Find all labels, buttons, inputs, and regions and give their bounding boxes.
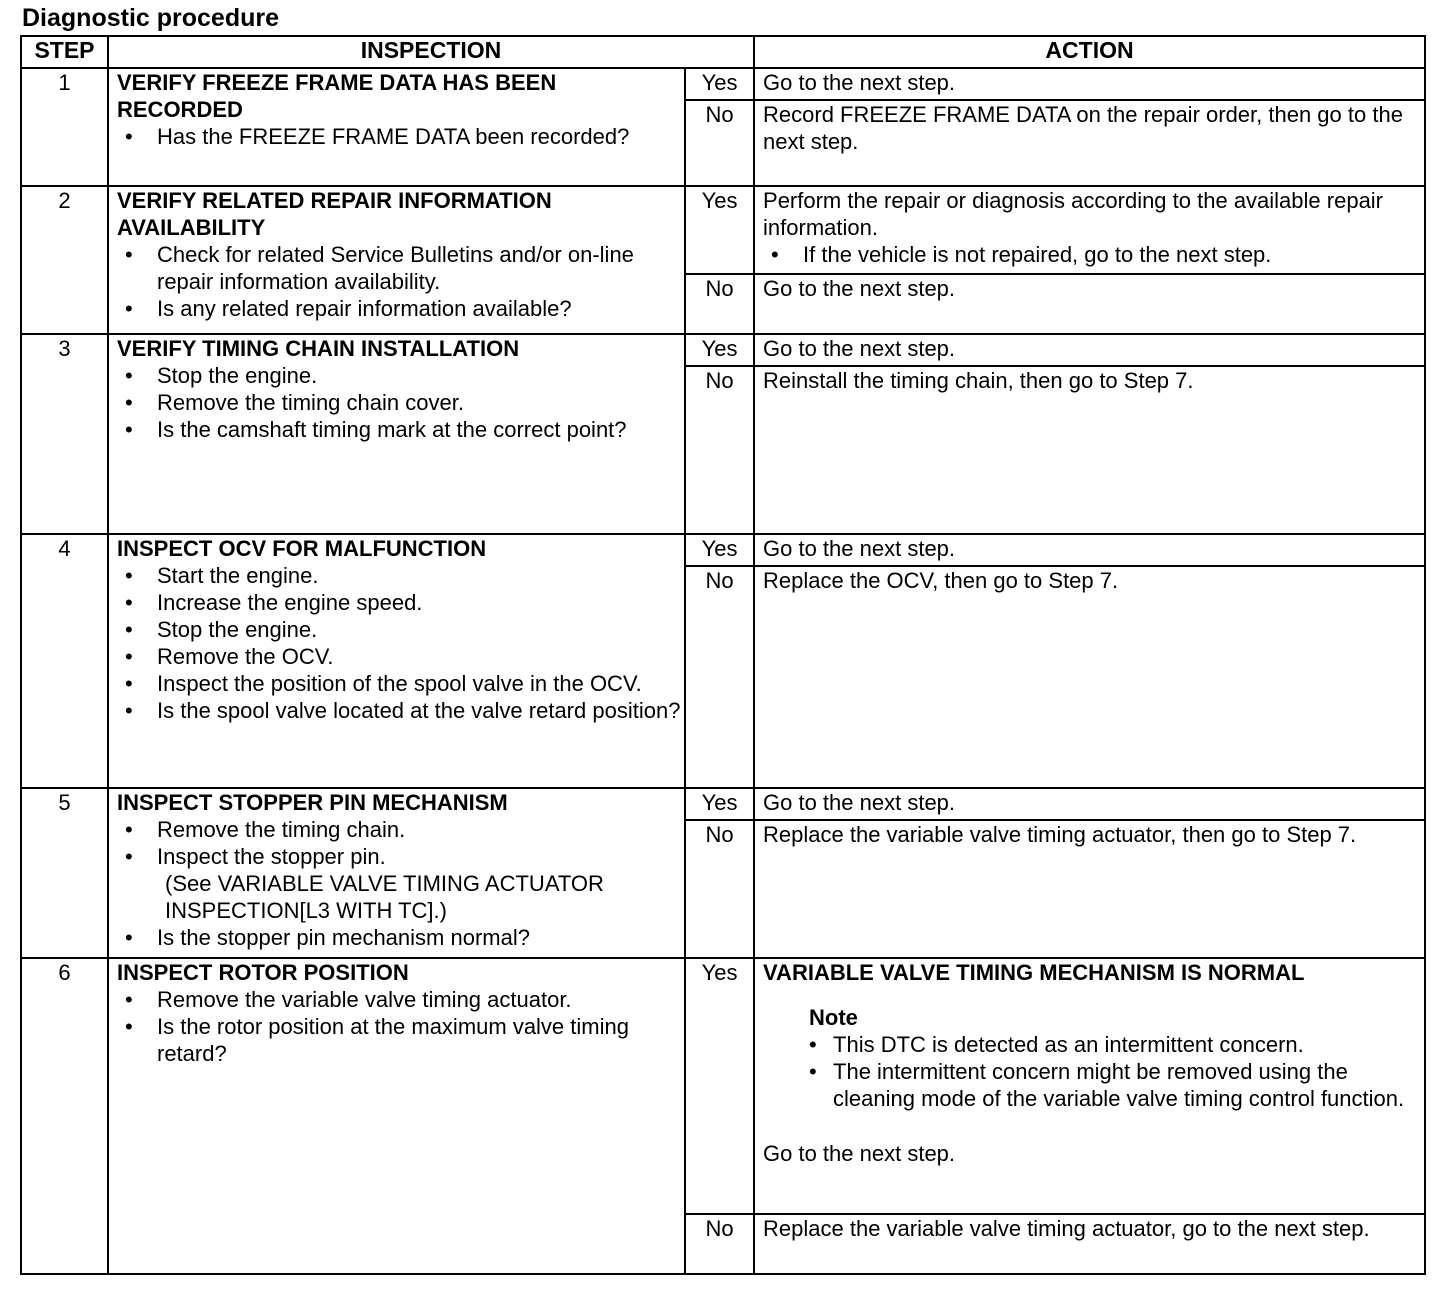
yes-label: Yes	[685, 334, 754, 366]
step-number: 2	[21, 186, 108, 334]
inspection-cell	[108, 68, 685, 186]
inspection-title: INSPECT STOPPER PIN MECHANISM	[117, 790, 508, 815]
no-action: Go to the next step.	[754, 274, 1425, 334]
bullet-item: • Is the rotor position at the maximum valve timing retard?	[157, 1013, 684, 1067]
no-action: Reinstall the timing chain, then go to Step 7.	[754, 366, 1425, 534]
diagnostic-table	[20, 35, 1426, 1275]
inspection-bullets	[117, 816, 684, 951]
no-action: Replace the variable valve timing actuator, go to the next step.	[754, 1214, 1425, 1274]
inspection-bullets	[117, 241, 684, 322]
no-label: No	[685, 566, 754, 788]
yes-action-bullets	[763, 241, 1424, 268]
no-label: No	[685, 1214, 754, 1274]
yes-action-text: Go to the next step.	[763, 1141, 956, 1166]
step-row	[21, 788, 1425, 820]
yes-action	[754, 186, 1425, 274]
step-number: 5	[21, 788, 108, 958]
inspection-cell	[108, 958, 685, 1274]
bullet-item: • Is the camshaft timing mark at the correct point?	[157, 416, 684, 443]
header-step: STEP	[21, 36, 108, 68]
header-action: ACTION	[754, 36, 1425, 68]
bullet-item: • Has the FREEZE FRAME DATA been recorded?	[157, 123, 684, 150]
yes-action: Go to the next step.	[754, 534, 1425, 566]
inspection-bullets	[117, 362, 684, 443]
header-inspection: INSPECTION	[108, 36, 754, 68]
bullet-item: • If the vehicle is not repaired, go to the next step.	[803, 241, 1424, 268]
note-block	[763, 1004, 1424, 1112]
note-title: Note	[809, 1005, 858, 1030]
bullet-item	[157, 843, 684, 924]
note-bullets	[809, 1031, 1424, 1112]
step-row	[21, 958, 1425, 1214]
header-row	[21, 36, 1425, 68]
step-row	[21, 534, 1425, 566]
step-row	[21, 186, 1425, 274]
bullet-item: • Increase the engine speed.	[157, 589, 684, 616]
bullet-item: • Stop the engine.	[157, 362, 684, 389]
bullet-item: • Inspect the position of the spool valve in the OCV.	[157, 670, 684, 697]
yes-label: Yes	[685, 534, 754, 566]
action-heading: VARIABLE VALVE TIMING MECHANISM IS NORMAL	[763, 960, 1305, 985]
no-label: No	[685, 274, 754, 334]
inspection-bullets	[117, 986, 684, 1067]
bullet-item: • Remove the timing chain cover.	[157, 389, 684, 416]
inspection-title: INSPECT OCV FOR MALFUNCTION	[117, 536, 487, 561]
bullet-item: • Remove the variable valve timing actuator.	[157, 986, 684, 1013]
no-label: No	[685, 366, 754, 534]
bullet-item: • Check for related Service Bulletins and/or on-line repair information availability.	[157, 241, 684, 295]
bullet-item: • Remove the OCV.	[157, 643, 684, 670]
bullet-item: • Is the spool valve located at the valve retard position?	[157, 697, 684, 724]
step-number: 4	[21, 534, 108, 788]
inspection-title: VERIFY RELATED REPAIR INFORMATION AVAILABILITY	[117, 188, 552, 240]
no-action: Replace the variable valve timing actuator, then go to Step 7.	[754, 820, 1425, 958]
no-action: Replace the OCV, then go to Step 7.	[754, 566, 1425, 788]
step-number: 3	[21, 334, 108, 534]
yes-label: Yes	[685, 186, 754, 274]
inspection-title: VERIFY TIMING CHAIN INSTALLATION	[117, 336, 520, 361]
no-action: Record FREEZE FRAME DATA on the repair order, then go to the next step.	[754, 100, 1425, 186]
bullet-item: • Start the engine.	[157, 562, 684, 589]
yes-label: Yes	[685, 958, 754, 1214]
bullet-item: • Remove the timing chain.	[157, 816, 684, 843]
inspection-cell	[108, 186, 685, 334]
inspection-cell	[108, 788, 685, 958]
inspection-cell	[108, 534, 685, 788]
step-number: 6	[21, 958, 108, 1274]
yes-action: Go to the next step.	[754, 68, 1425, 100]
step-row	[21, 334, 1425, 366]
note-bullet: • This DTC is detected as an intermittent concern.	[833, 1031, 1424, 1058]
step-number: 1	[21, 68, 108, 186]
no-label: No	[685, 100, 754, 186]
inspection-cell	[108, 334, 685, 534]
inspection-title: VERIFY FREEZE FRAME DATA HAS BEEN RECORDED	[117, 70, 557, 122]
yes-action	[754, 958, 1425, 1214]
step-row	[21, 68, 1425, 100]
bullet-item: • Is the stopper pin mechanism normal?	[157, 924, 684, 951]
no-label: No	[685, 820, 754, 958]
bullet-item: • Stop the engine.	[157, 616, 684, 643]
bullet-item: • Is any related repair information available?	[157, 295, 684, 322]
yes-label: Yes	[685, 68, 754, 100]
yes-action-text: Perform the repair or diagnosis according to the available repair information.	[763, 188, 1384, 240]
yes-action: Go to the next step.	[754, 334, 1425, 366]
inspection-title: INSPECT ROTOR POSITION	[117, 960, 409, 985]
yes-action: Go to the next step.	[754, 788, 1425, 820]
page-title: Diagnostic procedure	[22, 4, 279, 32]
inspection-bullets	[117, 123, 684, 150]
inspection-bullets	[117, 562, 684, 724]
note-bullet: • The intermittent concern might be removed using the cleaning mode of the variable valve timing control function.	[833, 1058, 1424, 1112]
yes-label: Yes	[685, 788, 754, 820]
reference-link[interactable]: (See VARIABLE VALVE TIMING ACTUATOR INSPECTION[L3 WITH TC].)	[165, 871, 604, 923]
bullet-text: Inspect the stopper pin.	[157, 844, 386, 869]
